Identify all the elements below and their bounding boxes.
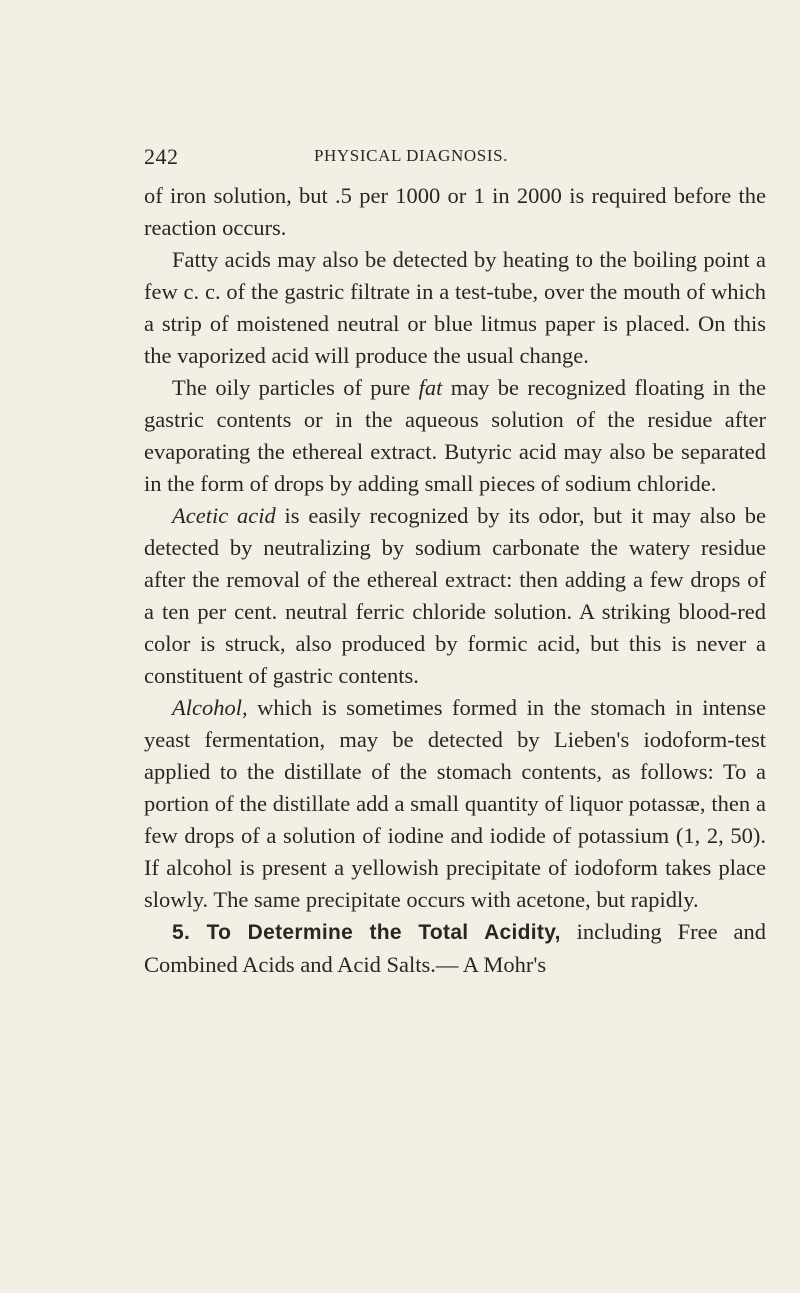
page-number: 242 [144,144,179,169]
italic-term-fat: fat [418,375,443,400]
running-head [144,144,744,170]
paragraph-text: of iron solution, but .5 per 1000 or 1 in 2000 is required before the reaction occurs. [144,183,766,240]
paragraph-text: including Free and Combined Acids and Acid Salts.— A Mohr's [144,919,766,977]
paragraph-fat [144,372,766,500]
italic-term-alcohol: Alcohol, [172,695,248,720]
paragraph-fatty-acids [144,244,766,372]
paragraph-alcohol [144,692,766,916]
paragraph-total-acidity [144,916,766,981]
body-text [144,180,766,981]
paragraph-text: may be recognized floating in the gastric contents or in the aqueous solution of the residue after evaporating the ethereal extract. Butyric acid may also be separated in the form of drops by adding small pieces of sodium chloride. [144,375,766,496]
paragraph-text: is easily recognized by its odor, but it may also be detected by neutralizing by sodium carbonate the watery residue after the removal of the ethereal extract: then adding a few drops of a ten per cent. neutral ferric chloride solution. A striking blood-red color is struck, also produced by formic acid, but this is never a constituent of gastric contents. [144,503,766,688]
italic-term-acetic-acid: Acetic acid [172,503,276,528]
paragraph-iron-solution [144,180,766,244]
paragraph-acetic-acid [144,500,766,692]
running-title: PHYSICAL DIAGNOSIS. [314,146,509,165]
paragraph-text: Fatty acids may also be detected by heating to the boiling point a few c. c. of the gastric filtrate in a test-tube, over the mouth of which a strip of moistened neutral or blue litmus paper is placed. On this the vaporized acid will produce the usual change. [144,247,766,368]
paragraph-text: which is sometimes formed in the stomach in intense yeast fermentation, may be detected by Lieben's iodoform-test applied to the distillate of the stomach contents, as follows: To a portion of the distillate add a small quantity of liquor potassæ, then a few drops of a solution of iodine and iodide of potassium (1, 2, 50). If alcohol is present a yellowish precipitate of iodoform takes place slowly. The same precipitate occurs with acetone, but rapidly. [144,695,766,912]
section-heading-total-acidity: 5. To Determine the Total Acidity, [172,921,561,944]
paragraph-text: The oily particles of pure [172,375,419,400]
